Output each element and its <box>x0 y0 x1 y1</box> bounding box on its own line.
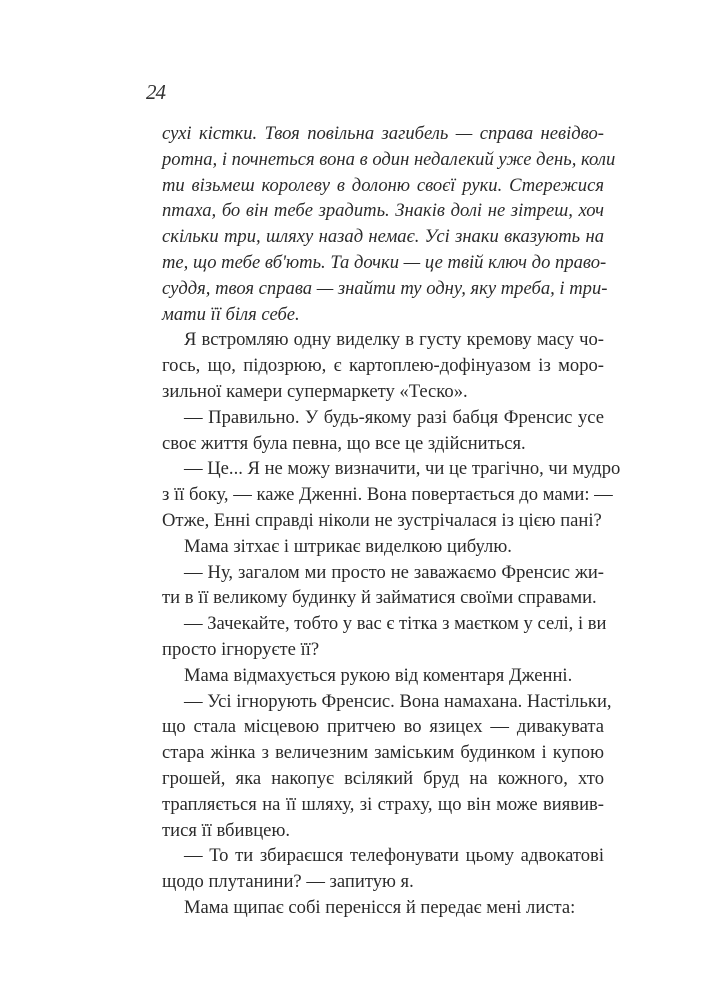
paragraph <box>162 560 604 612</box>
text-line: гось, що, підозрюю, є картоплею-дофінуазом із моро- <box>162 355 604 377</box>
text-line: грошей, яка накопує всілякий бруд на кожного, хто <box>162 767 604 789</box>
text-line: Мама зітхає і штрикає виделкою цибулю. <box>184 535 512 557</box>
paragraph <box>162 534 604 560</box>
text-line: — То ти збираєшся телефонувати цьому адвокатові <box>184 845 604 867</box>
text-line: Я встромляю одну виделку в густу кремову масу чо- <box>184 329 604 351</box>
paragraph <box>162 663 604 689</box>
text-line: — Правильно. У будь-якому разі бабця Френсис усе <box>184 406 604 428</box>
text-line: ротна, і почнеться вона в один недалекий уже день, коли <box>162 148 616 170</box>
text-line: — Це... Я не можу визначити, чи це трагічно, чи мудро <box>184 458 621 480</box>
text-line: щодо плутанини? — запитую я. <box>162 871 414 893</box>
text-line: — Зачекайте, тобто у вас є тітка з маєтком у селі, і ви <box>184 613 607 635</box>
paragraph <box>162 689 612 844</box>
text-line: своє життя була певна, що все це здійсниться. <box>162 432 526 454</box>
text-line: Отже, Енні справді ніколи не зустрічалася із цією пані? <box>162 509 602 531</box>
text-line: суддя, твоя справа — знайти ту одну, яку треба, і три- <box>162 277 608 299</box>
text-line: зильної камери супермаркету «Теско». <box>162 380 468 402</box>
paragraph <box>162 327 604 404</box>
paragraph <box>162 456 621 533</box>
paragraph <box>162 895 604 921</box>
page-number: 24 <box>146 80 165 104</box>
text-line: просто ігноруєте її? <box>162 638 320 660</box>
text-line: — Усі ігнорують Френсис. Вона намахана. Настільки, <box>184 690 612 712</box>
paragraph <box>162 843 604 895</box>
paragraph <box>162 405 604 457</box>
text-line: мати її біля себе. <box>162 303 300 325</box>
text-line: що стала місцевою притчею во язицех — дивакувата <box>162 716 604 738</box>
text-line: стара жінка з величезним заміським будинком і купою <box>162 742 604 764</box>
text-line: — Ну, загалом ми просто не заважаємо Френсис жи- <box>184 561 604 583</box>
text-line: ти в її великому будинку й займатися своїми справами. <box>162 587 597 609</box>
text-line: з її боку, — каже Дженні. Вона повертається до мами: — <box>162 484 613 506</box>
text-line: Мама щипає собі перенісся й передає мені листа: <box>184 896 576 918</box>
text-line: трапляється на її шляху, зі страху, що він може виявив- <box>162 793 604 815</box>
text-line: Мама відмахується рукою від коментаря Дженні. <box>184 664 573 686</box>
paragraph <box>162 121 616 327</box>
text-line: сухі кістки. Твоя повільна загибель — справа невідво- <box>162 123 604 144</box>
paragraph <box>162 611 607 663</box>
text-line: те, що тебе вб'ють. Та дочки — це твій ключ до право- <box>162 251 607 273</box>
text-line: ти візьмеш королеву в долоню своєї руки. Стережися <box>162 174 604 196</box>
text-line: скільки три, шляху назад немає. Усі знаки вказують на <box>162 226 604 248</box>
body-text <box>162 121 621 921</box>
text-line: тися її вбивцею. <box>162 819 290 841</box>
text-line: птаха, бо він тебе зрадить. Знаків долі не зітреш, хоч <box>162 200 604 222</box>
